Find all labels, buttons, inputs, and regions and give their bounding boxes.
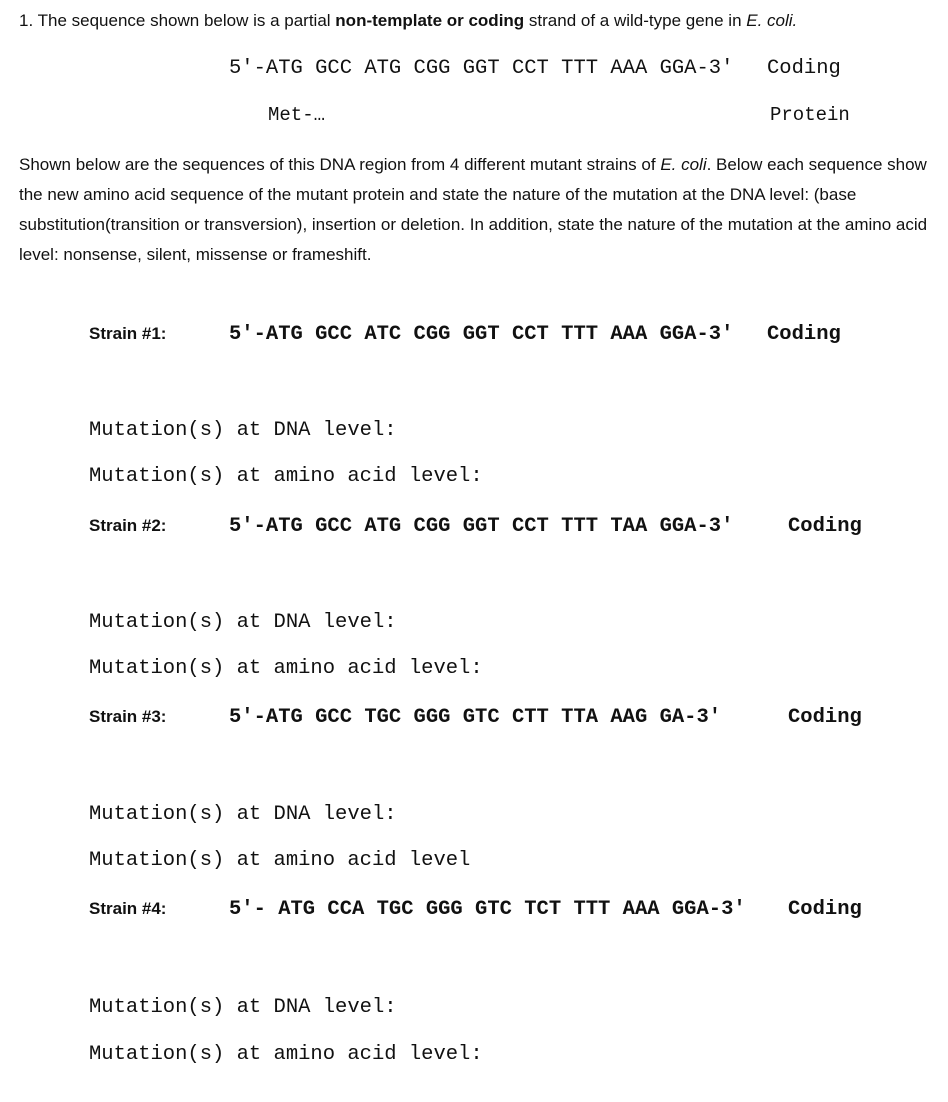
instructions [19,150,934,270]
strand-label: Coding [788,898,862,921]
instructions-text-2: . Below each sequence show the new amino acid sequence of the mutant protein and state the nature of the mutation at the DNA level: (base substitution(transition or transversion), insertion or deletion. In addition, state the nature of the mutation at the amino acid level: nonsense, silent, missense or frameshift. [19,155,928,264]
aa-mutation-prompt: Mutation(s) at amino acid level: [89,465,483,488]
protein-label: Protein [770,104,850,126]
question-number: 1. [19,11,34,30]
strain-sequence: 5′-ATG GCC TGC GGG GTC CTT TTA AAG GA-3′ [229,706,722,729]
strain-sequence: 5′-ATG GCC ATC CGG GGT CCT TTT AAA GGA-3′ [229,323,734,346]
intro-text: The sequence shown below is a partial [37,11,336,30]
strand-label: Coding [788,706,862,729]
dna-mutation-prompt: Mutation(s) at DNA level: [89,419,397,442]
dna-mutation-prompt: Mutation(s) at DNA level: [89,996,397,1019]
strain-label: Strain #1: [89,324,167,343]
dna-mutation-prompt: Mutation(s) at DNA level: [89,803,397,826]
intro-text-2: strand of a wild-type gene in [524,11,747,30]
aa-mutation-prompt: Mutation(s) at amino acid level: [89,1043,483,1066]
organism-name: E. coli. [746,11,798,30]
dna-mutation-prompt: Mutation(s) at DNA level: [89,611,397,634]
strain-label: Strain #3: [89,707,167,726]
intro-bold: non-template or coding [335,11,525,30]
strand-label: Coding [788,515,862,538]
aa-mutation-prompt: Mutation(s) at amino acid level [89,849,471,872]
strain-sequence: 5′-ATG GCC ATG CGG GGT CCT TTT TAA GGA-3′ [229,515,734,538]
instructions-text: Shown below are the sequences of this DNA region from 4 different mutant strains of [19,155,661,174]
protein-start: Met-… [268,104,326,126]
question-stem [19,11,797,31]
wildtype-strand-label: Coding [767,57,841,80]
wildtype-sequence: 5′-ATG GCC ATG CGG GGT CCT TTT AAA GGA-3′ [229,57,734,80]
aa-mutation-prompt: Mutation(s) at amino acid level: [89,657,483,680]
strand-label: Coding [767,323,841,346]
organism-name: E. coli [660,155,707,174]
strain-label: Strain #4: [89,899,167,918]
strain-sequence: 5′- ATG CCA TGC GGG GTC TCT TTT AAA GGA-3′ [229,898,746,921]
strain-label: Strain #2: [89,516,167,535]
